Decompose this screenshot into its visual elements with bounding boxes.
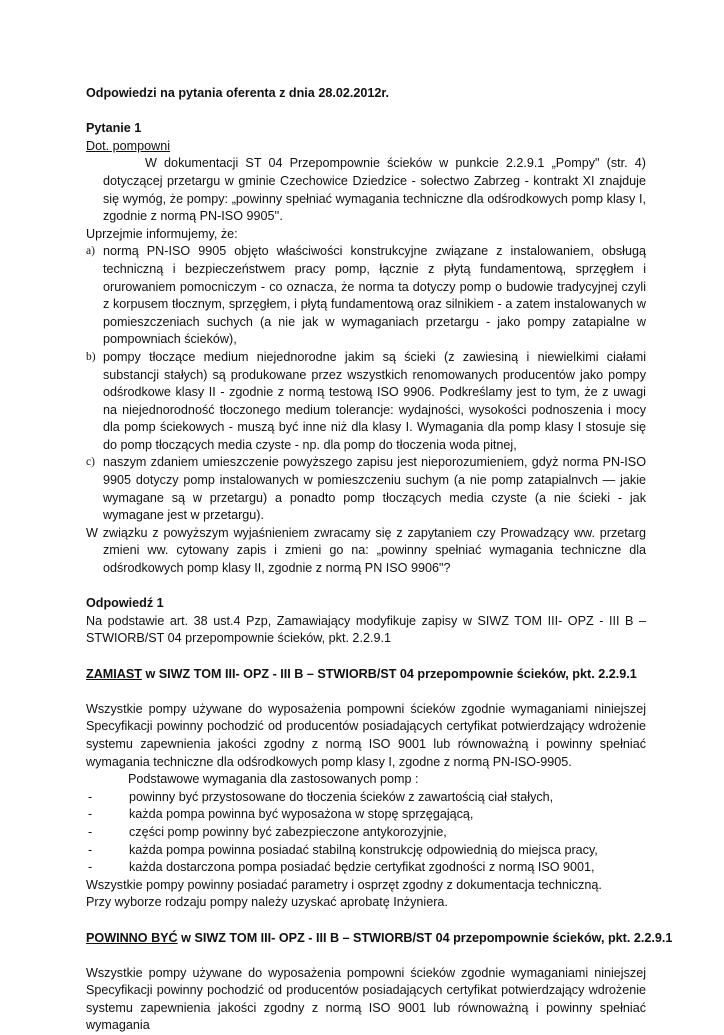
question-1-closing: W związku z powyższym wyjaśnieniem zwracamy się z zapytaniem czy Prowadzący ww. przetarg zmieni ww. cytowany zapis i zmieni go na: „powinny spełniać wymagania techniczne dla odśrodkowych pomp klasy II, zgodnie z normą PN ISO 9906"? bbox=[86, 525, 646, 576]
dash-marker: - bbox=[88, 789, 93, 804]
list-item-text: powinny być przystosowane do tłoczenia ścieków z zawartością ciał stałych, bbox=[129, 789, 554, 804]
dash-marker: - bbox=[88, 824, 93, 839]
document-header: Odpowiedzi na pytania oferenta z dnia 28.02.2012r. bbox=[86, 86, 390, 100]
list-item bbox=[86, 454, 646, 524]
dash-marker: - bbox=[88, 807, 93, 822]
list-item bbox=[86, 859, 646, 877]
list-item bbox=[86, 349, 646, 455]
list-item bbox=[86, 806, 646, 824]
zamiast-after-2: Przy wyborze rodzaju pompy należy uzyskać aprobatę Inżyniera. bbox=[86, 895, 448, 910]
answer-1-title: Odpowiedź 1 bbox=[86, 596, 164, 611]
question-1-subject: Dot. pompowni bbox=[86, 138, 170, 153]
list-marker: b) bbox=[86, 350, 96, 363]
list-marker: a) bbox=[86, 245, 95, 258]
zamiast-paragraph: Wszystkie pompy używane do wyposażenia pompowni ścieków zgodnie wymaganiami niniejszej Specyfikacji powinny pochodzić od producentów posiadających certyfikat potwierdzający wdrożenie systemu zapewnienia jakości zgodny z normą ISO 9001 lub równoważną i powinny spełniać wymagania techniczne dla odśrodkowych pomp klasy I, zgodne z normą PN-ISO-9905. bbox=[86, 701, 646, 769]
question-1-inform: Uprzejmie informujemy, że: bbox=[86, 226, 238, 241]
list-item bbox=[86, 824, 646, 842]
powinno-heading bbox=[86, 930, 673, 948]
list-item bbox=[86, 842, 646, 860]
list-marker: c) bbox=[86, 456, 95, 469]
list-item-text: każda dostarczona pompa posiadać będzie certyfikat zgodności z normą ISO 9001, bbox=[129, 860, 595, 875]
answer-1-text: Na podstawie art. 38 ust.4 Pzp, Zamawiający modyfikuje zapisy w SIWZ TOM III- OPZ - III B – STWIORB/ST 04 przepompownie ścieków, pkt. 2.2.9.1 bbox=[86, 613, 646, 646]
list-item-text: każda pompa powinna posiadać stabilną konstrukcję odpowiednią do miejsca pracy, bbox=[129, 842, 598, 857]
list-item-text: pompy tłoczące medium niejednorodne jakim są ścieki (z zawiesiną i niewielkimi ciałami substancji stałych) są produkowane przez wszystkich renomowanych producentów jako pompy odśrodkowe klasy II - zgodnie z normą testową ISO 9906. Podkreślamy jest to tym, że z uwagi na niejednorodność tłoczonego medium tolerancje: wydajności, wysokości podnoszenia i mocy dla pomp ściekowych - muszą być inne niż dla klasy I. Wymagania dla pomp klasy I stosuje się do pomp tłoczących media czyste - np. dla pomp do tłoczenia woda pitnej, bbox=[103, 349, 646, 452]
list-item-text: każda pompa powinna być wyposażona w stopę sprzęgającą, bbox=[129, 807, 474, 822]
question-1-intro: W dokumentacji ST 04 Przepompownie ścieków w punkcie 2.2.9.1 „Pompy" (str. 4) dotyczącej przetargu w gminie Czechowice Dziedzice - sołectwo Zabrzeg - kontrakt XI znajduje się wymóg, że pompy: „powinny spełniać wymagania techniczne dla odśrodkowych pomp klasy I, zgodnie z normą PN-ISO 9905''. bbox=[103, 156, 646, 224]
powinno-paragraph: Wszystkie pompy używane do wyposażenia pompowni ścieków zgodnie wymaganiami niniejszej Specyfikacji powinny pochodzić od producentów posiadających certyfikat potwierdzający wdrożenie systemu zapewnienia jakości zgodny z normą ISO 9001 lub równoważną i powinny spełniać wymagania bbox=[86, 965, 646, 1033]
dash-marker: - bbox=[88, 860, 93, 875]
list-item-text: części pomp powinny być zabezpieczone antykorozyjnie, bbox=[129, 824, 447, 839]
powinno-keyword: POWINNO BYĆ bbox=[86, 930, 178, 945]
list-item bbox=[86, 243, 646, 349]
zamiast-keyword: ZAMIAST bbox=[86, 666, 142, 681]
zamiast-after-1: Wszystkie pompy powinny posiadać parametry i osprzęt zgodny z dokumentacja techniczną. bbox=[86, 877, 602, 892]
document-page bbox=[86, 85, 673, 1035]
question-1-title: Pytanie 1 bbox=[86, 121, 142, 136]
zamiast-heading bbox=[86, 666, 646, 684]
list-item-text: naszym zdaniem umieszczenie powyższego zapisu jest nieporozumieniem, gdyż norma PN-ISO 9905 dotyczy pomp instalowanych w pomieszczeniu suchym (a nie pomp zatapialnvch — jakie wymagane są w przetargu) a ponadto pomp tłoczących media czyste (a nie ścieki - jak wymagane jest w przetargu). bbox=[103, 455, 646, 523]
dash-marker: - bbox=[88, 842, 93, 857]
powinno-heading-rest: w SIWZ TOM III- OPZ - III B – STWIORB/ST 04 przepompownie ścieków, pkt. 2.2.9.1 bbox=[177, 930, 673, 945]
list-item bbox=[86, 789, 646, 807]
zamiast-basic-requirements: Podstawowe wymagania dla zastosowanych pomp : bbox=[128, 772, 419, 787]
zamiast-heading-rest: w SIWZ TOM III- OPZ - III B – STWIORB/ST 04 przepompownie ścieków, pkt. 2.2.9.1 bbox=[141, 666, 637, 681]
list-item-text: normą PN-ISO 9905 objęto właściwości konstrukcyjne związane z instalowaniem, obsługą techniczną i bezpieczeństwem pracy pomp, łącznie z płytą fundamentową, sprzęgłem i orurowaniem pomocniczym - co oznacza, że norma ta dotyczy pomp o budowie tradycyjnej czyli z korpusem tłocznym, sprzęgłem, i płytą fundamentową oraz silnikiem - a zatem instalowanych w pomieszczeniach suchych (a nie jak w wymaganiach przetargu - jako pompy zatapialne w pompowniach ścieków), bbox=[103, 244, 646, 347]
